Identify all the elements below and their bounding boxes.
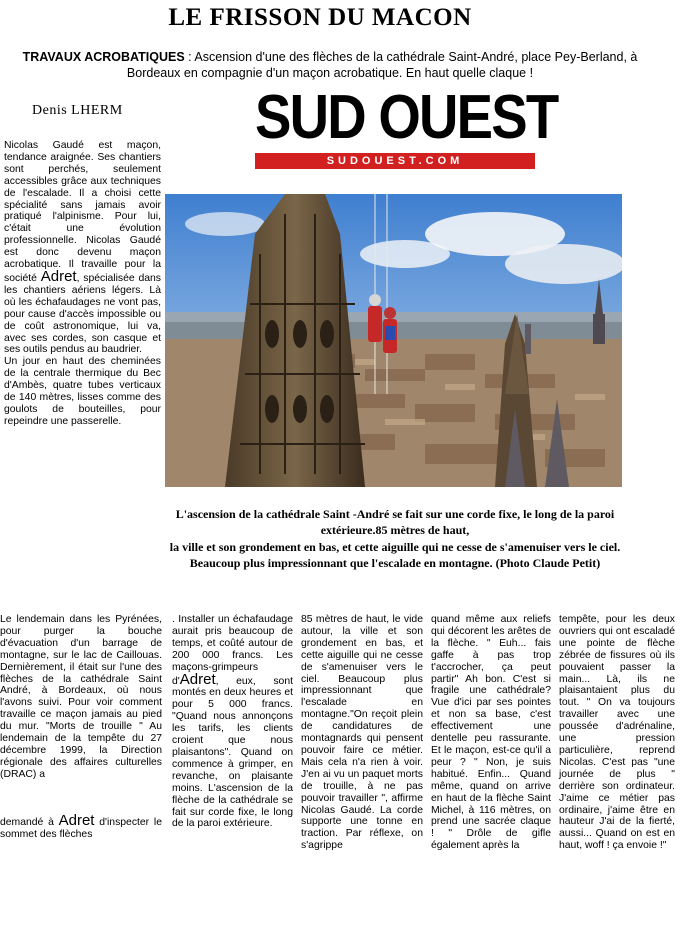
bottom-column-1 [0, 614, 162, 841]
article-subtitle [20, 49, 640, 81]
logo-wordmark: SUD OUEST [255, 83, 558, 152]
subtitle-text: : Ascension d'une des flèches de la cathédrale Saint-André, place Pey-Berland, à Bordeaux en compagnie d'un maçon acrobatique. En haut quelle claque ! [126, 50, 638, 80]
bottom-column-5 [559, 614, 675, 852]
column-1-tail [0, 811, 162, 841]
logo-url-bar: SUDOUEST.COM [255, 153, 535, 169]
sud-ouest-logo [255, 83, 558, 170]
photo-caption [165, 506, 625, 571]
subtitle-kicker: TRAVAUX ACROBATIQUES [22, 50, 185, 64]
column-1-tail-b: d'inspecter le sommet des flèches [0, 816, 162, 840]
cathedral-photo-illustration [165, 194, 622, 487]
bottom-column-2 [172, 614, 293, 830]
company-name: Adret [58, 811, 95, 829]
column-5-text: tempête, pour les deux ouvriers qui ont escaladé une pointe de flèche zébrée de fissures où ils pouvaient passer la main... Là, ils ne plaisantaient plus du tout. " On va toujours travailler avec une poussée d'adrénaline, une pression particulière, reprend Nicolas. C'est pas "une journée de plus " derrière son ordinateur. J'aime ce métier pas ordinaire, j'aime être en hauteur J'ai de la fierté, aussi... Quand on est en haut, woff ! ça envoie !" [559, 614, 675, 852]
company-name: Adret [40, 267, 77, 285]
bottom-column-3 [301, 614, 423, 852]
cathedral-photo [165, 194, 622, 487]
column-3-text: 85 mètres de haut, le vide autour, la ville et son grondement en bas, et cette aiguille qui ne cesse de s'amenuiser vers le ciel. Beaucoup plus impressionnant que l'escalade en montagne."On reçoit plein de candidatures de montagnards qui pensent pouvoir faire ce métier. Mais cela n'a rien à voir. J'en ai vu un paquet morts de trouille, à ne pas pouvoir travailler ", affirme Nicolas Gaudé. La corde supporte une tonne en traction. Par réflexe, on s'agrippe [301, 614, 423, 852]
intro-text-b: , spécialisée dans les chantiers aériens légers. Là où les échafaudages ne vont pas, pour cause d'accès impossible ou de coût astronomique, lui va, avec ses cordes, son casque et ses outils pendus au baudrier. [4, 272, 161, 356]
intro-text-c: Un jour en haut des cheminées de la centrale thermique du Bec d'Ambès, quatre tubes verticaux de 140 mètres, lisses comme des goulots de bouteilles, pour repeindre une passerelle. [4, 356, 161, 427]
company-name: Adret [179, 670, 216, 688]
column-1-tail-a: demandé à [0, 816, 59, 828]
bottom-column-4 [431, 614, 551, 852]
column-1-text: Le lendemain dans les Pyrénées, pour purger la bouche d'évacuation d'un barrage de montagne, sur le lac de Caillouas. Dernièrement, il était sur l'une des flèches de la cathédrale Saint André, à Bordeaux, où nous l'avons suivi. Pour voir comment travaille ce maçon jamais au pied du mur. "Morts de trouille " Au lendemain de la tempête du 27 décembre 1999, la Direction régionale des affaires culturelles (DRAC) a [0, 614, 162, 780]
column-2-text-b: , eux, sont montés en deux heures et pour 5 000 francs. "Quand nous annonçons les tarifs, les clients croient que nous plaisantons". Quand on commence à grimper, en revanche, on plaisante moins. L'ascension de la flèche de la cathédrale se fait sur corde fixe, le long de la paroi extérieure. [172, 675, 293, 830]
intro-column [4, 140, 161, 428]
caption-line-2: la ville et son grondement en bas, et cette aiguille qui ne cesse de s'amenuiser vers le ciel. [169, 539, 621, 554]
article-title: LE FRISSON DU MACON [168, 4, 472, 31]
intro-text-a: Nicolas Gaudé est maçon, tendance araignée. Ses chantiers sont perchés, seulement accessibles grâce aux techniques de l'escalade. Il a choisi cette spécialité sans jamais avoir pratiqué l'alpinisme. Pour lui, c'était une évolution professionnelle. Nicolas Gaudé est donc devenu maçon acrobatique. Il travaille pour la société [4, 140, 161, 284]
column-4-text: quand même aux reliefs qui décorent les arêtes de la flèche. " Euh... fais gaffe à pas trop t'accrocher, ça peut partir" Ah bon. C'est si fragile une cathédrale? Vue d'ici par ses pointes et non sa base, c'est effectivement une dentelle peu rassurante. Et le maçon, est-ce qu'il a peur ? " Non, je suis habitué. Enfin... Quand même, quand on arrive en haut de la flèche Saint Michel, à 116 mètres, on prend une sacrée claque ! " Drôle de gifle également après la [431, 614, 551, 852]
caption-credit: Beaucoup plus impressionnant que l'escalade en montagne. (Photo Claude Petit) [189, 555, 601, 570]
column-2-text [172, 614, 293, 830]
caption-line-1: L'ascension de la cathédrale Saint -André se fait sur une corde fixe, le long de la paroi extérieure.85 mètres de haut, [175, 507, 615, 538]
column-2-text-a: . Installer un échafaudage aurait pris beaucoup de temps, et coûté autour de 200 000 francs. Les maçons-grimpeurs d' [172, 614, 293, 687]
author-byline: Denis LHERM [32, 103, 123, 118]
